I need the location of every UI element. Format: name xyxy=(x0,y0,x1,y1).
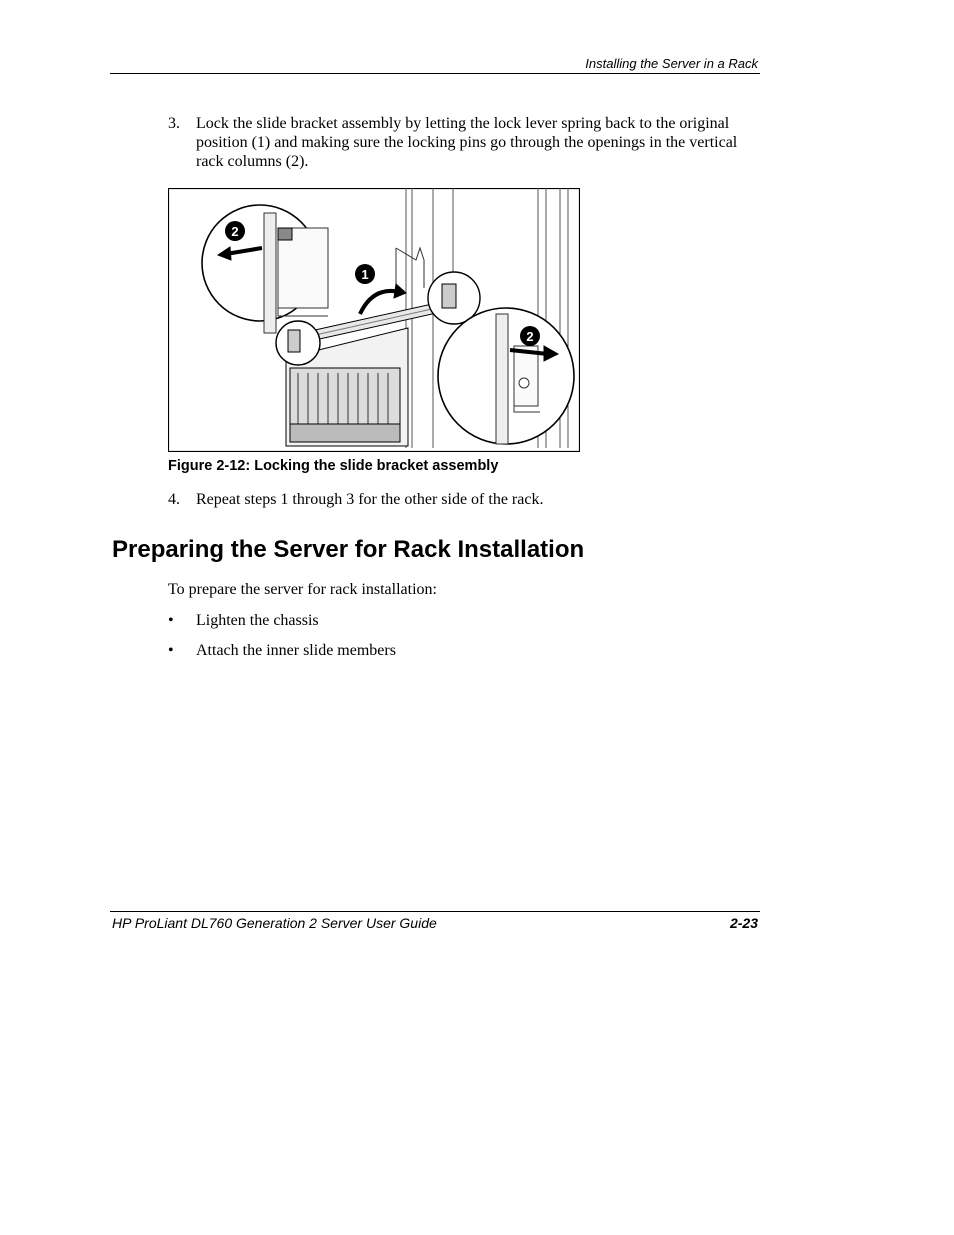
step-4 xyxy=(168,490,768,509)
header-rule xyxy=(110,73,760,74)
footer-title: HP ProLiant DL760 Generation 2 Server User Guide xyxy=(112,915,437,931)
bullet-icon: • xyxy=(168,612,174,629)
bullet-icon: • xyxy=(168,642,174,659)
running-header: Installing the Server in a Rack xyxy=(585,56,758,71)
step-number: 4. xyxy=(168,491,180,508)
step-text: Lock the slide bracket assembly by letting the lock lever spring back to the original position (1) and making sure the locking pins go through the openings in the vertical rack columns (2). xyxy=(196,115,738,170)
section-heading: Preparing the Server for Rack Installation xyxy=(112,536,585,563)
list-item xyxy=(168,642,396,660)
step-3 xyxy=(168,114,768,171)
page-number: 2-23 xyxy=(729,915,758,931)
section-intro: To prepare the server for rack installation: xyxy=(168,581,437,598)
list-item-label: Attach the inner slide members xyxy=(196,642,396,659)
callout-2-left: 2 xyxy=(231,224,239,239)
list-item xyxy=(168,612,319,630)
step-text: Repeat steps 1 through 3 for the other side of the rack. xyxy=(196,491,544,508)
callout-1: 1 xyxy=(361,267,369,282)
step-number: 3. xyxy=(168,115,180,132)
footer-rule xyxy=(110,911,760,912)
list-item-label: Lighten the chassis xyxy=(196,612,319,629)
callout-2-right: 2 xyxy=(526,329,534,344)
figure-caption: Figure 2-12: Locking the slide bracket assembly xyxy=(168,458,499,474)
figure-illustration xyxy=(168,188,580,452)
